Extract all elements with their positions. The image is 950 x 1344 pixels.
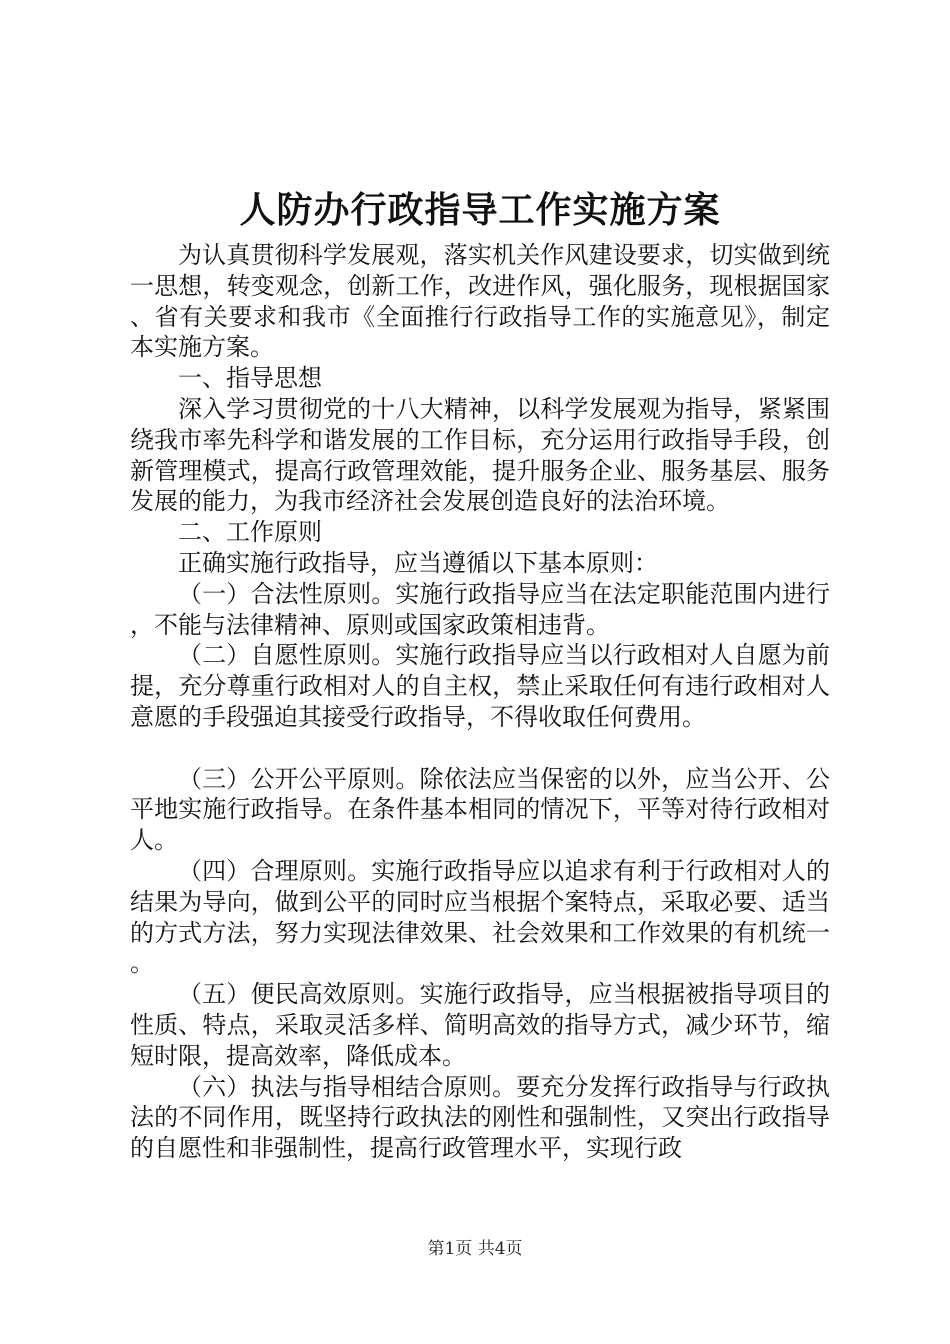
principle-voluntariness: （二）自愿性原则。实施行政指导应当以行政相对人自愿为前提，充分尊重行政相对人的自主权，禁止采取任何有违行政相对人意愿的手段强迫其接受行政指导，不得收取任何费用。 xyxy=(130,641,830,731)
paragraph-guiding-thought: 深入学习贯彻党的十八大精神，以科学发展观为指导，紧紧围绕我市率先科学和谐发展的工作目标，充分运用行政指导手段，创新管理模式，提高行政管理效能，提升服务企业、服务基层、服务发展的能力，为我市经济社会发展创造良好的法治环境。 xyxy=(130,394,830,516)
document-title: 人防办行政指导工作实施方案 xyxy=(239,189,721,231)
principle-legality: （一）合法性原则。实施行政指导应当在法定职能范围内进行，不能与法律精神、原则或国家政策相违背。 xyxy=(130,579,830,639)
heading-guiding-thought: 一、指导思想 xyxy=(178,364,322,393)
paragraph-principles-lead: 正确实施行政指导，应当遵循以下基本原则： xyxy=(178,548,658,577)
principle-enforcement-guidance: （六）执法与指导相结合原则。要充分发挥行政指导与行政执法的不同作用，既坚持行政执法的刚性和强制性，又突出行政指导的自愿性和非强制性，提高行政管理水平，实现行政 xyxy=(130,1072,830,1163)
principle-reasonableness: （四）合理原则。实施行政指导应以追求有利于行政相对人的结果为导向，做到公平的同时应当根据个案特点，采取必要、适当的方式方法，努力实现法律效果、社会效果和工作效果的有机统一。 xyxy=(130,856,830,978)
principle-convenience-efficiency: （五）便民高效原则。实施行政指导，应当根据被指导项目的性质、特点，采取灵活多样、简明高效的指导方式，减少环节，缩短时限，提高效率，降低成本。 xyxy=(130,980,830,1070)
principle-openness-fairness: （三）公开公平原则。除依法应当保密的以外，应当公开、公平地实施行政指导。在条件基本相同的情况下，平等对待行政相对人。 xyxy=(130,764,830,855)
document-body xyxy=(130,240,830,1164)
heading-work-principles: 二、工作原则 xyxy=(178,518,322,547)
paragraph-intro: 为认真贯彻科学发展观，落实机关作风建设要求，切实做到统一思想，转变观念，创新工作，改进作风，强化服务，现根据国家、省有关要求和我市《全面推行行政指导工作的实施意见》，制定本实施方案。 xyxy=(130,241,830,362)
page-number-footer: 第1页 共4页 xyxy=(427,1239,523,1259)
